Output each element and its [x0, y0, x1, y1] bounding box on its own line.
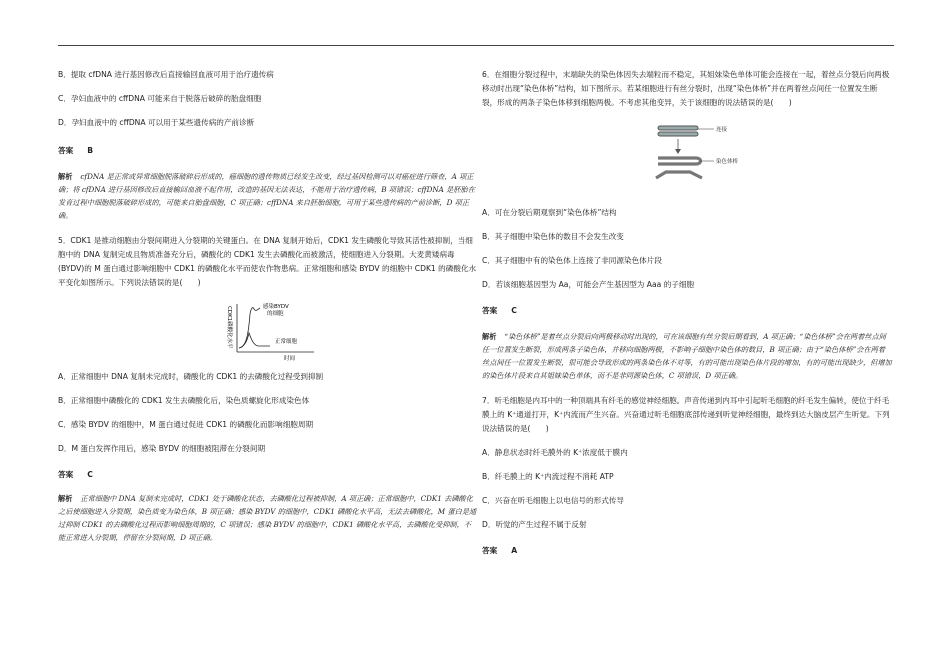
q5-explanation: [58, 492, 478, 544]
q6-answer: [482, 304, 892, 318]
answer-label: 答案: [482, 546, 498, 555]
cdk1-figure: [58, 300, 478, 362]
fig5-label-byd-1: 感染BYDV: [263, 304, 289, 310]
q5-option-d: D．M 蛋白发挥作用后，感染 BYDV 的细胞被阻滞在分裂间期: [58, 444, 266, 453]
fig5-label-normal: 正常细胞: [275, 339, 298, 345]
q6-option-d: D．若该细胞基因型为 Aa，可能会产生基因型为 Aaa 的子细胞: [482, 280, 695, 289]
q7-option-c: C．兴奋在听毛细胞上以电信号的形式传导: [482, 496, 624, 505]
explanation-text: “染色体桥”是着丝点分裂后向两极移动时出现的，可在该细胞有丝分裂后期看到，A 项正确；“染色体桥”会在两着丝点间任一位置发生断裂，形成两条子染色体，并移向细胞两极，不影响子细胞中染色体的数目，B 项正确；由于“染色体桥”会在两着丝点间任一位置发生断裂，很可能会导致形成的两条染色体不对等，有的可能出现染色体片段的增加，有的可能出现缺少，但增加的染色体片段来自其姐妹染色单体，而不是非同源染色体，C 项错误，D 项正确。: [482, 332, 892, 380]
fig5-curve-normal: [239, 333, 270, 348]
chromosome-bridge-figure: [482, 120, 892, 198]
answer-value: C: [511, 306, 517, 315]
fig5-ylabel: CDK1磷酸化水平: [226, 306, 232, 349]
fig5-xlabel: 时间: [284, 356, 296, 362]
answer-label: 答案: [58, 470, 74, 479]
fig6-chromatid-bottom: [658, 132, 698, 136]
right-column: [482, 68, 892, 568]
explanation-label: 解析: [58, 172, 73, 181]
q4-explanation: [58, 170, 478, 222]
q5-option-a: A．正常细胞中 DNA 复制未完成时，磷酸化的 CDK1 的去磷酸化过程受到抑制: [58, 372, 324, 381]
q7-stem: 7．听毛细胞是内耳中的一种顶端具有纤毛的感觉神经细胞。声音传递到内耳中引起听毛细胞的纤毛发生偏转，使位于纤毛膜上的 K⁺通道打开，K⁺内流而产生兴奋。兴奋通过听毛细胞底部传递到听觉神经细胞，最终到达大脑皮层产生听觉。下列说法错误的是( ): [482, 396, 890, 433]
answer-value: C: [87, 470, 93, 479]
answer-label: 答案: [58, 146, 74, 155]
answer-value: A: [511, 546, 518, 555]
answer-label: 答案: [482, 306, 498, 315]
q6-option-c: C．其子细胞中有的染色体上连接了非同源染色体片段: [482, 256, 662, 265]
q7-option-a: A．静息状态时纤毛膜外的 K⁺浓度低于膜内: [482, 448, 628, 457]
explanation-label: 解析: [482, 332, 497, 341]
fig5-curve-byd: [239, 308, 260, 348]
fig6-bridge-bottom: [656, 172, 702, 178]
q6-option-a: A．可在分裂后期观察到“染色体桥”结构: [482, 208, 617, 217]
left-column: [58, 68, 478, 554]
q4-option-b: B．提取 cfDNA 进行基因修改后直接输回血液可用于治疗遗传病: [58, 70, 274, 79]
answer-value: B: [87, 146, 93, 155]
q5-option-b: B．正常细胞中磷酸化的 CDK1 发生去磷酸化后，染色质螺旋化形成染色体: [58, 396, 310, 405]
fig6-chromatid-top: [658, 126, 698, 130]
q7-answer: [482, 544, 892, 558]
header-rule: [58, 45, 894, 46]
q4-option-d: D．孕妇血液中的 cffDNA 可以用于某些遗传病的产前诊断: [58, 118, 255, 127]
q7-option-b: B．纤毛膜上的 K⁺内流过程不消耗 ATP: [482, 472, 614, 481]
q6-option-b: B．其子细胞中染色体的数目不会发生改变: [482, 232, 624, 241]
explanation-label: 解析: [58, 494, 73, 503]
fig6-label-bridge: 染色体桥: [716, 159, 739, 165]
fig6-bridge-top: [658, 158, 701, 164]
q6-explanation: [482, 330, 892, 382]
q6-stem: 6．在细胞分裂过程中，末端缺失的染色体因失去端粒而不稳定，其姐妹染色单体可能会连接在一起，着丝点分裂后向两极移动时出现“染色体桥”结构，如下图所示。若某细胞进行有丝分裂时，出现“染色体桥”并在两着丝点间任一位置发生断裂，形成的两条子染色体移到细胞两极。不考虑其他变异，关于该细胞的说法错误的是( ): [482, 70, 890, 107]
q5-answer: [58, 468, 478, 482]
q7-option-d: D．听觉的产生过程不属于反射: [482, 520, 587, 529]
fig6-label-link: 连接: [716, 127, 728, 133]
explanation-text: 正常细胞中 DNA 复制未完成时，CDK1 处于磷酸化状态，去磷酸化过程被抑制，A 项正确；正常细胞中，CDK1 去磷酸化之后使细胞进入分裂期，染色质变为染色体，B 项正确；感染 BYDV 的细胞中，CDK1 磷酸化水平高，无法去磷酸化，M 蛋白是通过抑制 CDK1 的去磷酸化过程而影响细胞周期的，C 项错误；感染 BYDV 的细胞中，CDK1 磷酸化水平高，去磷酸化受抑制，不能正常进入分裂期，停留在分裂间期，D 项正确。: [58, 494, 477, 542]
q4-answer: [58, 144, 478, 158]
fig6-arrow-head: [675, 149, 681, 154]
fig5-label-byd-2: 的细胞: [267, 311, 284, 317]
q5-option-c: C．感染 BYDV 的细胞中，M 蛋白通过促进 CDK1 的磷酸化而影响细胞周期: [58, 420, 314, 429]
q4-option-c: C．孕妇血液中的 cffDNA 可能来自于脱落后破碎的胎盘细胞: [58, 94, 262, 103]
explanation-text: cfDNA 是正常或异常细胞脱落破碎后形成的，癌细胞的遗传物质已经发生改变，经过基因检测可以对癌症进行筛查，A 项正确；将 cfDNA 进行基因修改后直接输回血液不起作用，改造的基因无法表达，不能用于治疗遗传病，B 项错误；cffDNA 是胚胎在发育过程中细胞脱落破碎形成的，可能来自胎盘细胞，C 项正确；cffDNA 来自胚胎细胞，可用于某些遗传病的产前诊断，D 项正确。: [58, 172, 475, 220]
q5-stem: 5．CDK1 是推动细胞由分裂间期进入分裂期的关键蛋白。在 DNA 复制开始后，CDK1 发生磷酸化导致其活性被抑制，当细胞中的 DNA 复制完成且物质准备充分后，磷酸化的 CDK1 发生去磷酸化而被激活，使细胞进入分裂期。大麦黄矮病毒(BYDV)的 M 蛋白通过影响细胞中 CDK1 的磷酸化水平而使农作物患病。正常细胞和感染 BYDV 的细胞中 CDK1 的磷酸化水平变化如图所示。下列说法错误的是( ): [58, 236, 477, 287]
